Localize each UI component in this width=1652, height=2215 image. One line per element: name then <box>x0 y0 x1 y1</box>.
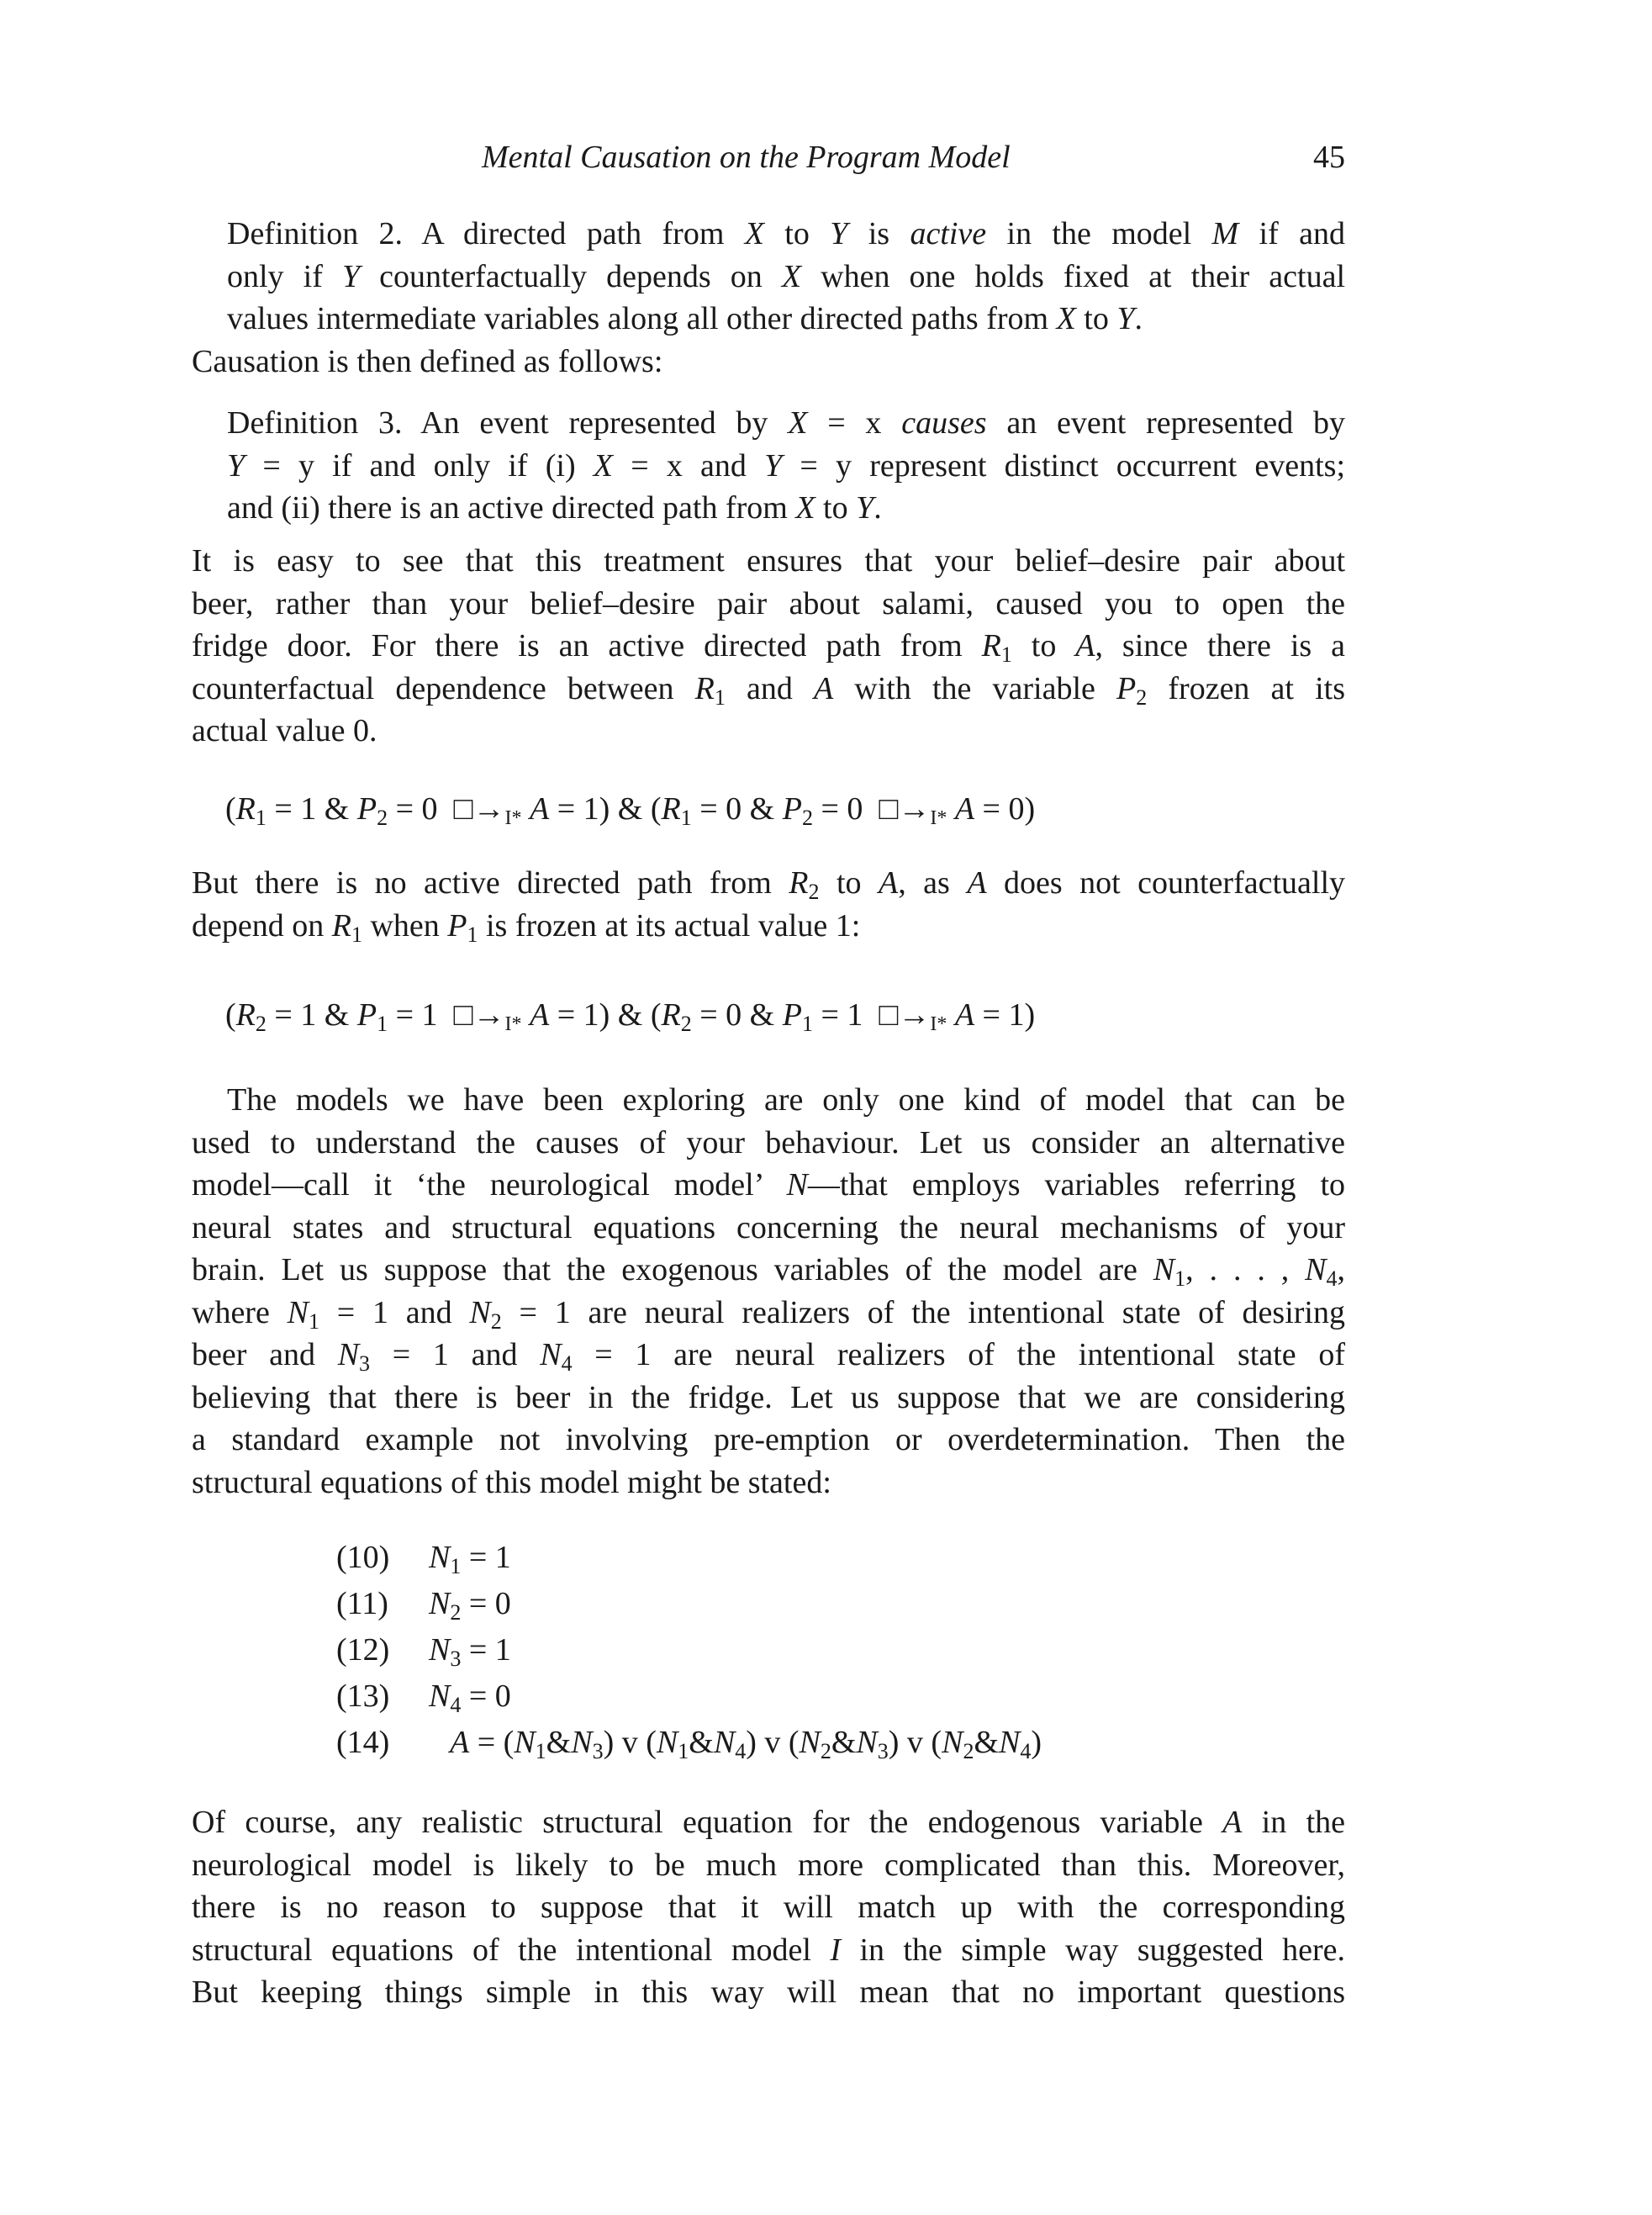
paragraph-1: It is easy to see that this treatment ensures that your belief–desire pair about beer, rather than your belief–desire pair about salami, caused you to open the fridge door. For there is an active directed path from $R_1$ to A, since there is a counterfactual dependence between $R_1$ and A with the variable $P_2$ frozen at its actual value 0. <box>192 543 1346 748</box>
page-number: 45 <box>1313 140 1345 175</box>
display-equation-2: ($R_2 = 1$ & $P_1 = 1$ □→I* A = 1) & ($R_2 = 0$ & $P_1 = 1$ □→I* A = 1) <box>225 997 1036 1036</box>
paragraph-2: But there is no active directed path from $R_2$ to A, as A does not counterfactually depend on $R_1$ when $P_1$ is frozen at its actual value 1: <box>192 865 1346 947</box>
paragraph-4: Of course, any realistic structural equation for the endogenous variable A in the neurological model is likely to be much more complicated than this. Moreover, there is no reason to suppose that it will match up with the corresponding structural equations of the intentional model I in the simple way suggested here. But keeping things simple in this way will mean that no important questions <box>192 1805 1345 2010</box>
causation-intro: Causation is then defined as follows: <box>192 344 663 379</box>
definition-2: Definition 2. A directed path from X to Y is active in the model M if and only if Y counterfactually depends on X when one holds fixed at their actual values intermediate variables along all other directed paths from X to Y. <box>227 216 1346 336</box>
book-page: Mental Causation on the Program Model 45 Definition 2. A directed path from X to Y is active in the model M if and only if Y counterfactually depends on X when one holds fixed at their actual values intermediate variables along all other directed paths from X to Y. Causation is then defined as follows: Definition 3. An event represented by X = x causes an event represented by Y = y if and only if (i) X = x and Y = y represent distinct occurrent events; and (ii) there is an active directed path from X to Y. It is easy to see that this treatment ensures that your belief–desire pair about beer, rather than your belief–desire pair about salami, caused you to open the fridge door. For there is an active directed path from $R_1$ to A, since there is a counterfactual dependence between $R_1$ and A with the variable $P_2$ frozen at its actual value 0. ($R_1 = 1$ & $P_2 = 0$ □→I* A = 1) & ($R_1 = 0$ & $P_2 = 0$ □→I* A = 0) But there is no active directed path from $R_2$ to A, as A does not counterfactually depend on $R_1$ when $P_1$ is frozen at its actual value 1: ($R_2 = 1$ & $P_1 = 1$ □→I* A = 1) & ($R_2 = 0$ & $P_1 = 1$ □→I* A = 1) The models we have been exploring are only one kind of model that can be used to understand the causes of your behaviour. Let us consider an alternative model—call it ‘the neurological model’ N—that employs variables referring to neural states and structural equations concerning the neural mechanisms of your brain. Let us suppose that the exogenous variables of the model are $N_1$, . . . , $N_4$, where $N_1 = 1$ and $N_2 = 1$ are neural realizers of the intentional state of desiring beer and $N_3 = 1$ and $N_4 = 1$ are neural realizers of the intentional state of believing that there is beer in the fridge. Let us suppose that we are considering a standard example not involving pre-emption or overdetermination. Then the structural equations of this model might be stated: (10) $N_1 = 1$ (11) $N_2 = 0$ (12) $N_3 = 1$ (13) $N_4 = 0$ (14) $A = (N_1\&N_3)$ v $(N_1\&N_4)$ v $(N_2\&N_3)$ v $(N_2\&N_4)$ Of course, any realistic structural equation for the endogenous variable A in the neurological model is likely to be much more complicated than this. Moreover, there is no reason to suppose that it will match up with the corresponding structural equations of the intentional model I in the simple way suggested here. But keeping things simple in this way will mean that no important questions <box>0 0 1652 2215</box>
paragraph-3: The models we have been exploring are only one kind of model that can be used to understand the causes of your behaviour. Let us consider an alternative model—call it ‘the neurological model’ N—that employs variables referring to neural states and structural equations concerning the neural mechanisms of your brain. Let us suppose that the exogenous variables of the model are $N_1$, . . . , $N_4$, where $N_1 = 1$ and $N_2 = 1$ are neural realizers of the intentional state of desiring beer and $N_3 = 1$ and $N_4 = 1$ are neural realizers of the intentional state of believing that there is beer in the fridge. Let us suppose that we are considering a standard example not involving pre-emption or overdetermination. Then the structural equations of this model might be stated: <box>192 1082 1346 1500</box>
definition-3: Definition 3. An event represented by X = x causes an event represented by Y = y if and only if (i) X = x and Y = y represent distinct occurrent events; and (ii) there is an active directed path from X to Y. <box>227 405 1345 526</box>
running-header <box>192 139 1345 189</box>
display-equation-1: ($R_1 = 1$ & $P_2 = 0$ □→I* A = 1) & ($R_1 = 0$ & $P_2 = 0$ □→I* A = 0) <box>225 791 1036 830</box>
running-title: Mental Causation on the Program Model <box>482 140 1011 175</box>
